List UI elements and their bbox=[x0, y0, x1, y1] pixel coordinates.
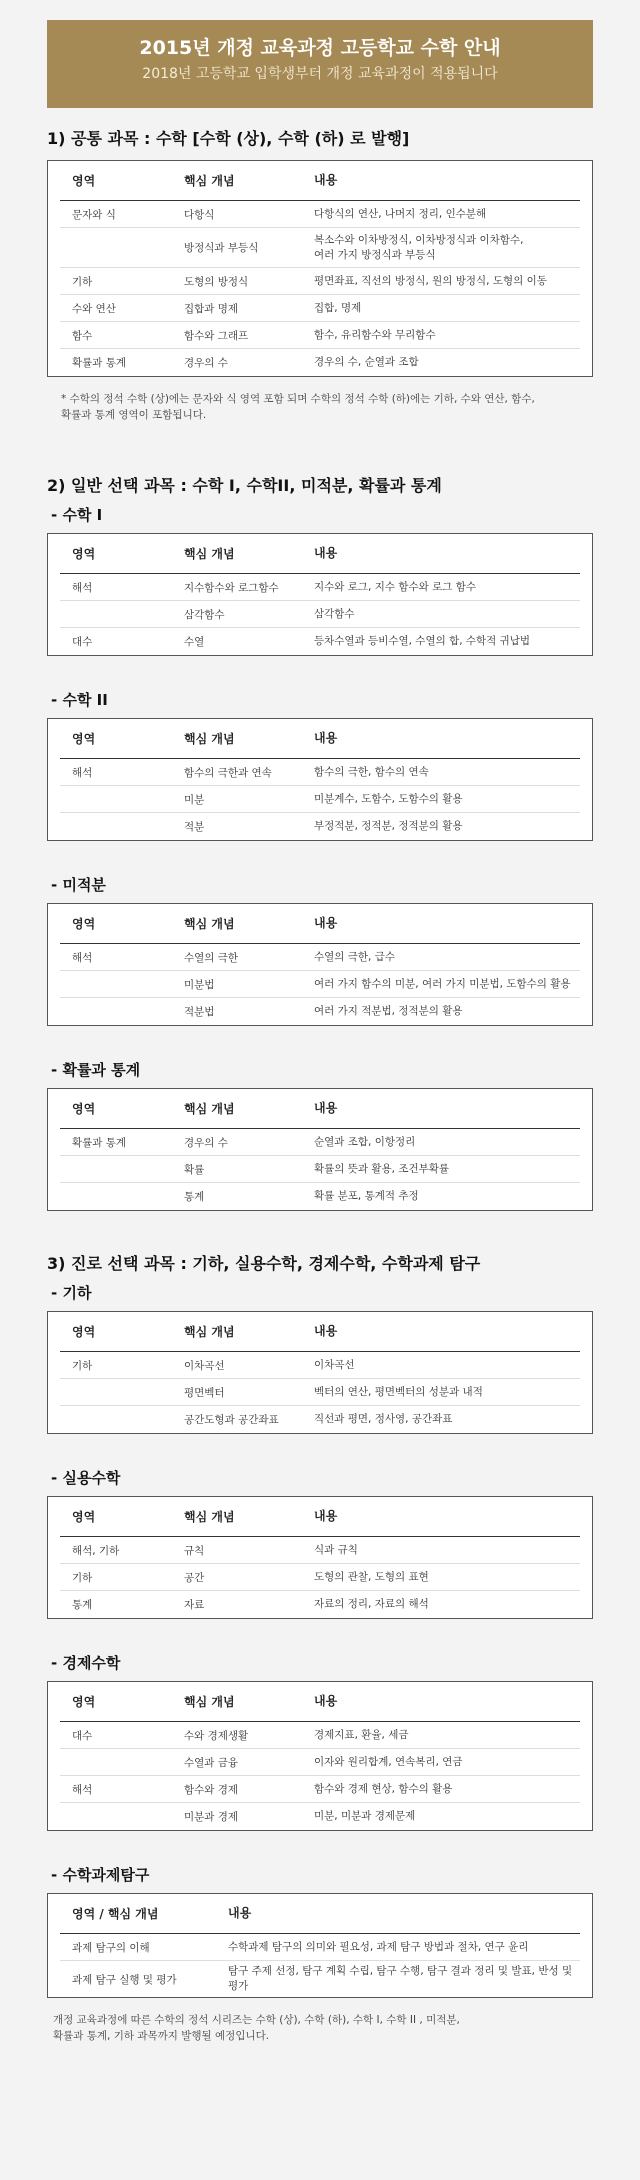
subsection-economic-title: - 경제수학 bbox=[51, 1654, 121, 1672]
table-row bbox=[60, 1379, 580, 1406]
header-content: 내용 bbox=[314, 546, 338, 560]
cell-area: 해석 bbox=[72, 581, 93, 594]
final-note bbox=[47, 2012, 593, 2044]
note-line: 확률과 통계 영역이 포함됩니다. bbox=[61, 409, 207, 421]
table-row bbox=[60, 1183, 580, 1210]
table-practical bbox=[47, 1496, 593, 1619]
table-header bbox=[60, 1497, 580, 1537]
cell-content-line: 복소수와 이차방정식, 이차방정식과 이차함수, bbox=[314, 233, 524, 246]
final-note-line: 확률과 통계, 기하 과목까지 발행될 예정입니다. bbox=[53, 2030, 270, 2042]
cell-concept: 확률 bbox=[184, 1163, 205, 1176]
table-header bbox=[60, 161, 580, 201]
table-row bbox=[60, 759, 580, 786]
table-row bbox=[60, 1591, 580, 1618]
cell-concept: 미분법 bbox=[184, 978, 215, 991]
table-row bbox=[60, 228, 580, 268]
cell-content: 집합, 명제 bbox=[314, 301, 362, 314]
table-row bbox=[60, 1803, 580, 1830]
banner-title: 2015년 개정 교육과정 고등학교 수학 안내 bbox=[139, 37, 501, 59]
cell-concept: 경우의 수 bbox=[184, 1136, 228, 1149]
table-row bbox=[60, 268, 580, 295]
cell-area: 함수 bbox=[72, 329, 93, 342]
cell-concept: 공간도형과 공간좌표 bbox=[184, 1414, 279, 1426]
note-line: * 수학의 정석 수학 (상)에는 문자와 식 영역 포함 되며 수학의 정석 수학 (하)에는 기하, 수와 연산, 함수, bbox=[61, 393, 535, 405]
header-concept: 핵심 개념 bbox=[184, 1510, 235, 1524]
table-row bbox=[60, 1961, 580, 1997]
cell-content: 미분, 미분과 경제문제 bbox=[314, 1810, 416, 1822]
header-content: 내용 bbox=[314, 916, 338, 930]
cell-content: 여러 가지 적분법, 정적분의 활용 bbox=[314, 1005, 463, 1017]
subsection-geometry-title: - 기하 bbox=[51, 1284, 92, 1302]
section-1-note bbox=[47, 391, 593, 423]
table-header bbox=[60, 1682, 580, 1722]
cell-content: 지수와 로그, 지수 함수와 로그 함수 bbox=[314, 580, 477, 593]
table-header bbox=[60, 1089, 580, 1129]
cell-area: 기하 bbox=[72, 1571, 93, 1584]
cell-area: 기하 bbox=[72, 1359, 93, 1372]
cell-content: 도형의 관찰, 도형의 표현 bbox=[314, 1570, 429, 1583]
cell-area: 확률과 통계 bbox=[72, 357, 127, 369]
table-row bbox=[60, 1352, 580, 1379]
subsection-calculus-title: - 미적분 bbox=[51, 876, 106, 894]
header-concept: 핵심 개념 bbox=[184, 547, 235, 561]
cell-content: 직선과 평면, 정사영, 공간좌표 bbox=[314, 1413, 453, 1425]
header-concept: 핵심 개념 bbox=[184, 732, 235, 746]
table-economic bbox=[47, 1681, 593, 1831]
cell-concept: 평면벡터 bbox=[184, 1386, 225, 1399]
cell-content: 이자와 원리합계, 연속복리, 연금 bbox=[314, 1755, 463, 1768]
cell-content: 수열의 극한, 급수 bbox=[314, 950, 396, 963]
header-area: 영역 bbox=[72, 1695, 96, 1709]
cell-content: 벡터의 연산, 평면벡터의 성분과 내적 bbox=[314, 1385, 483, 1398]
cell-concept: 수열 bbox=[184, 636, 205, 648]
table-common-math bbox=[47, 160, 593, 377]
cell-area: 해석 bbox=[72, 951, 93, 964]
header-content: 내용 bbox=[314, 1509, 338, 1523]
header-content: 내용 bbox=[228, 1906, 252, 1920]
cell-concept: 삼각함수 bbox=[184, 608, 225, 621]
table-row bbox=[60, 944, 580, 971]
header-area: 영역 bbox=[72, 547, 96, 561]
cell-content: 경제지표, 환율, 세금 bbox=[314, 1728, 409, 1741]
cell-content: 식과 규칙 bbox=[314, 1543, 358, 1556]
cell-concept: 통계 bbox=[184, 1191, 205, 1203]
cell-concept: 미분과 경제 bbox=[184, 1811, 239, 1823]
cell-concept: 적분법 bbox=[184, 1006, 215, 1018]
header-content: 내용 bbox=[314, 1101, 338, 1115]
header-concept: 핵심 개념 bbox=[184, 1102, 235, 1116]
table-header bbox=[60, 1312, 580, 1352]
cell-content: 함수와 경제 현상, 함수의 활용 bbox=[314, 1782, 453, 1795]
cell-content: 순열과 조합, 이항정리 bbox=[314, 1135, 416, 1148]
header-area: 영역 bbox=[72, 1102, 96, 1116]
cell-area: 확률과 통계 bbox=[72, 1136, 127, 1149]
table-row bbox=[60, 1934, 580, 1961]
table-header bbox=[60, 534, 580, 574]
cell-content: 미분계수, 도함수, 도함수의 활용 bbox=[314, 792, 463, 805]
cell-concept: 수열의 극한 bbox=[184, 951, 239, 964]
cell-area: 통계 bbox=[72, 1599, 93, 1611]
table-row bbox=[60, 998, 580, 1025]
cell-area: 해석, 기하 bbox=[72, 1544, 120, 1557]
cell-content: 자료의 정리, 자료의 해석 bbox=[314, 1598, 429, 1610]
header-concept: 핵심 개념 bbox=[184, 1695, 235, 1709]
header-concept: 핵심 개념 bbox=[184, 174, 235, 188]
cell-concept: 자료 bbox=[184, 1599, 205, 1611]
table-row bbox=[60, 1564, 580, 1591]
cell-content: 수학과제 탐구의 의미와 필요성, 과제 탐구 방법과 절차, 연구 윤리 bbox=[228, 1940, 529, 1953]
table-row bbox=[60, 786, 580, 813]
table-research bbox=[47, 1893, 593, 1998]
header-content: 내용 bbox=[314, 1324, 338, 1338]
cell-concept: 집합과 명제 bbox=[184, 302, 239, 315]
cell-content: 이차곡선 bbox=[314, 1358, 355, 1371]
cell-content: 부정적분, 정적분, 정적분의 활용 bbox=[314, 820, 463, 832]
table-row bbox=[60, 1156, 580, 1183]
subsection-practical-title: - 실용수학 bbox=[51, 1469, 121, 1487]
cell-content: 삼각함수 bbox=[314, 607, 355, 620]
cell-area: 기하 bbox=[72, 275, 93, 288]
table-prob bbox=[47, 1088, 593, 1211]
banner-subtitle: 2018년 고등학교 입학생부터 개정 교육과정이 적용됩니다 bbox=[142, 66, 498, 82]
table-header bbox=[60, 904, 580, 944]
cell-concept: 규칙 bbox=[184, 1544, 205, 1557]
cell-content: 평면좌표, 직선의 방정식, 원의 방정식, 도형의 이동 bbox=[314, 274, 547, 287]
header-area: 영역 bbox=[72, 1510, 96, 1524]
cell-area: 대수 bbox=[72, 1729, 93, 1742]
table-row bbox=[60, 1749, 580, 1776]
table-row bbox=[60, 1776, 580, 1803]
table-calculus bbox=[47, 903, 593, 1026]
table-row bbox=[60, 1129, 580, 1156]
table-row bbox=[60, 813, 580, 840]
table-row bbox=[60, 1722, 580, 1749]
cell-content: 확률 분포, 통계적 추정 bbox=[314, 1190, 419, 1202]
cell-concept: 적분 bbox=[184, 821, 205, 833]
table-math2 bbox=[47, 718, 593, 841]
header-area: 영역 bbox=[72, 732, 96, 746]
cell-concept: 함수와 경제 bbox=[184, 1783, 239, 1796]
table-header bbox=[60, 719, 580, 759]
cell-concept: 경우의 수 bbox=[184, 357, 228, 369]
cell-concept: 수열과 금융 bbox=[184, 1756, 239, 1769]
header-area-concept: 영역 / 핵심 개념 bbox=[72, 1907, 159, 1921]
cell-concept: 수와 경제생활 bbox=[184, 1729, 249, 1742]
header-area: 영역 bbox=[72, 1325, 96, 1339]
title-banner bbox=[47, 20, 593, 108]
cell-area: 해석 bbox=[72, 766, 93, 779]
section-2-title: 2) 일반 선택 과목 : 수학 I, 수학II, 미적분, 확률과 통계 bbox=[47, 476, 442, 495]
table-row bbox=[60, 349, 580, 376]
cell-area: 대수 bbox=[72, 636, 93, 648]
table-row bbox=[60, 601, 580, 628]
cell-concept: 방정식과 부등식 bbox=[184, 242, 259, 254]
cell-area: 해석 bbox=[72, 1783, 93, 1796]
table-row bbox=[60, 1537, 580, 1564]
cell-concept: 지수함수와 로그함수 bbox=[184, 581, 279, 594]
cell-content bbox=[314, 230, 580, 266]
cell-area: 과제 탐구 실행 및 평가 bbox=[72, 1973, 177, 1986]
cell-content: 함수의 극한, 함수의 연속 bbox=[314, 765, 429, 778]
table-row bbox=[60, 322, 580, 349]
cell-area: 과제 탐구의 이해 bbox=[72, 1941, 150, 1954]
table-row bbox=[60, 971, 580, 998]
cell-concept: 도형의 방정식 bbox=[184, 275, 249, 288]
table-row bbox=[60, 628, 580, 655]
cell-content: 탐구 주제 선정, 탐구 계획 수립, 탐구 수행, 탐구 결과 정리 및 발표, 반성 및 평가 bbox=[228, 1965, 573, 1992]
table-math1 bbox=[47, 533, 593, 656]
cell-content-line: 여러 가지 방정식과 부등식 bbox=[314, 248, 436, 261]
cell-concept: 공간 bbox=[184, 1571, 205, 1584]
subsection-research-title: - 수학과제탐구 bbox=[51, 1866, 150, 1884]
cell-concept: 다항식 bbox=[184, 208, 215, 221]
table-row bbox=[60, 201, 580, 228]
cell-concept: 함수의 극한과 연속 bbox=[184, 766, 272, 779]
cell-content: 함수, 유리함수와 무리함수 bbox=[314, 328, 436, 341]
cell-area: 수와 연산 bbox=[72, 302, 116, 315]
subsection-math1-title: - 수학 I bbox=[51, 506, 103, 524]
header-area: 영역 bbox=[72, 174, 96, 188]
cell-concept: 함수와 그래프 bbox=[184, 329, 249, 342]
cell-concept: 미분 bbox=[184, 793, 205, 806]
header-content: 내용 bbox=[314, 1694, 338, 1708]
cell-content: 등차수열과 등비수열, 수열의 합, 수학적 귀납법 bbox=[314, 635, 531, 647]
cell-area: 문자와 식 bbox=[72, 208, 116, 221]
table-row bbox=[60, 574, 580, 601]
table-row bbox=[60, 1406, 580, 1433]
table-header bbox=[60, 1894, 580, 1934]
cell-content: 확률의 뜻과 활용, 조건부확률 bbox=[314, 1162, 450, 1175]
section-3-title: 3) 진로 선택 과목 : 기하, 실용수학, 경제수학, 수학과제 탐구 bbox=[47, 1254, 481, 1273]
subsection-prob-title: - 확률과 통계 bbox=[51, 1061, 141, 1079]
table-geometry bbox=[47, 1311, 593, 1434]
cell-content: 여러 가지 함수의 미분, 여러 가지 미분법, 도함수의 활용 bbox=[314, 977, 571, 990]
table-row bbox=[60, 295, 580, 322]
header-concept: 핵심 개념 bbox=[184, 917, 235, 931]
cell-content: 다항식의 연산, 나머지 정리, 인수분해 bbox=[314, 207, 487, 220]
header-content: 내용 bbox=[314, 731, 338, 745]
final-note-line: 개정 교육과정에 따른 수학의 정석 시리즈는 수학 (상), 수학 (하), 수학 I, 수학 II , 미적분, bbox=[53, 2014, 460, 2026]
header-area: 영역 bbox=[72, 917, 96, 931]
header-concept: 핵심 개념 bbox=[184, 1325, 235, 1339]
section-1-title: 1) 공통 과목 : 수학 [수학 (상), 수학 (하) 로 발행] bbox=[47, 129, 410, 148]
header-content: 내용 bbox=[314, 173, 338, 187]
subsection-math2-title: - 수학 II bbox=[51, 691, 108, 709]
cell-content: 경우의 수, 순열과 조합 bbox=[314, 356, 419, 368]
cell-concept: 이차곡선 bbox=[184, 1359, 225, 1372]
